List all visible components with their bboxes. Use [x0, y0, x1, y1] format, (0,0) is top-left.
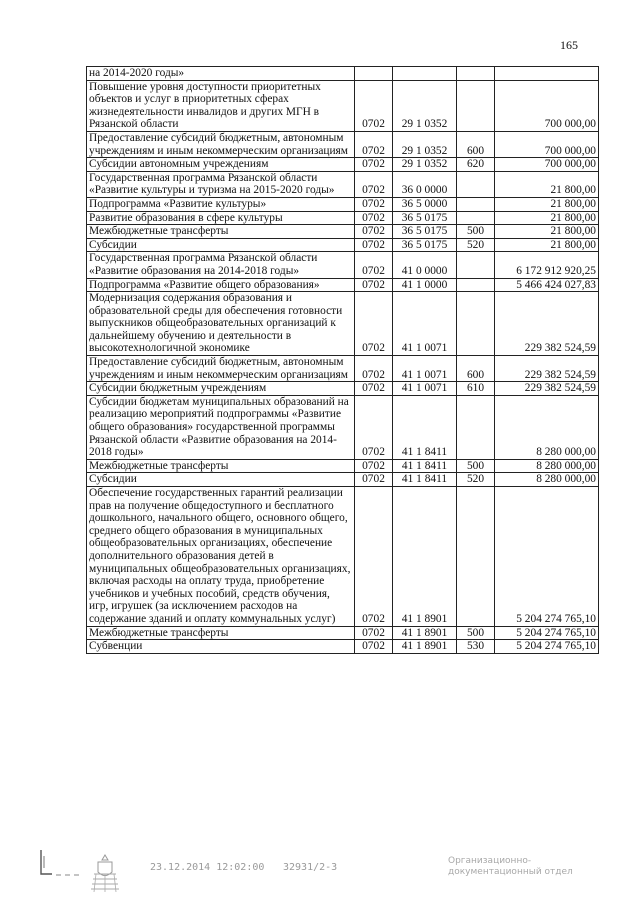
row-expense-type: 600	[457, 131, 495, 157]
row-section-code: 0702	[355, 382, 393, 396]
table-row	[87, 80, 599, 131]
row-expense-type: 520	[457, 473, 495, 487]
row-target-article: 41 1 8411	[393, 395, 457, 459]
row-name: Модернизация содержания образования и образовательной среды для обеспечения готовности выпускников общеобразовательных организаций к дальнейшему обучению и деятельности в высокотехнологичной экономике	[87, 292, 355, 356]
row-section-code: 0702	[355, 473, 393, 487]
row-expense-type: 620	[457, 158, 495, 172]
row-amount: 8 280 000,00	[495, 473, 599, 487]
row-target-article: 41 1 8411	[393, 459, 457, 473]
row-name: Межбюджетные трансферты	[87, 225, 355, 239]
stamp-date: 23.12.2014 12:02:00	[150, 862, 265, 873]
table-row	[87, 211, 599, 225]
row-name: Предоставление субсидий бюджетным, автономным учреждениям и иным некоммерческим организациям	[87, 356, 355, 382]
row-expense-type	[457, 487, 495, 627]
row-expense-type	[457, 292, 495, 356]
row-amount: 229 382 524,59	[495, 292, 599, 356]
row-name: Субвенции	[87, 640, 355, 654]
row-name: Субсидии автономным учреждениям	[87, 158, 355, 172]
table-row	[87, 158, 599, 172]
table-row	[87, 67, 599, 81]
row-name: Подпрограмма «Развитие общего образования»	[87, 278, 355, 292]
row-name: Государственная программа Рязанской области «Развитие образования на 2014-2018 годы»	[87, 252, 355, 278]
row-expense-type	[457, 80, 495, 131]
row-target-article: 41 1 0071	[393, 292, 457, 356]
row-amount: 5 204 274 765,10	[495, 640, 599, 654]
row-expense-type: 520	[457, 238, 495, 252]
table-row	[87, 487, 599, 627]
table-row	[87, 252, 599, 278]
row-amount: 21 800,00	[495, 225, 599, 239]
margin-mark-icon	[36, 848, 56, 888]
table-row	[87, 171, 599, 197]
row-amount: 700 000,00	[495, 131, 599, 157]
row-expense-type: 500	[457, 225, 495, 239]
row-section-code: 0702	[355, 197, 393, 211]
row-target-article: 41 0 0000	[393, 252, 457, 278]
table-row	[87, 626, 599, 640]
row-amount	[495, 67, 599, 81]
row-expense-type	[457, 171, 495, 197]
row-name: Субсидии бюджетам муниципальных образований на реализацию мероприятий подпрограммы «Развитие общего образования» государственной программы Рязанской области «Развитие образования на 2014-2018 годы»	[87, 395, 355, 459]
row-expense-type: 530	[457, 640, 495, 654]
row-amount: 21 800,00	[495, 171, 599, 197]
table-row	[87, 225, 599, 239]
row-amount: 6 172 912 920,25	[495, 252, 599, 278]
row-target-article: 41 1 0000	[393, 278, 457, 292]
row-target-article: 41 1 0071	[393, 382, 457, 396]
row-section-code: 0702	[355, 278, 393, 292]
row-target-article	[393, 67, 457, 81]
table-row	[87, 640, 599, 654]
row-name: Субсидии	[87, 473, 355, 487]
footer	[0, 848, 640, 905]
row-name: Обеспечение государственных гарантий реализации прав на получение общедоступного и бесплатного дошкольного, начального общего, основного общего, среднего общего образования в муниципальных общеобразовательных организациях, обеспечение дополнительного образования детей в муниципальных общеобразовательных организациях, включая расходы на оплату труда, приобретение учебников и учебных пособий, средств обучения, игр, игрушек (за исключением расходов на содержание зданий и оплату коммунальных услуг)	[87, 487, 355, 627]
row-amount: 229 382 524,59	[495, 382, 599, 396]
row-target-article: 36 5 0175	[393, 238, 457, 252]
table-row	[87, 197, 599, 211]
row-section-code: 0702	[355, 395, 393, 459]
row-expense-type: 500	[457, 626, 495, 640]
row-section-code: 0702	[355, 211, 393, 225]
row-name: Государственная программа Рязанской области «Развитие культуры и туризма на 2015-2020 годы»	[87, 171, 355, 197]
row-target-article: 41 1 8901	[393, 640, 457, 654]
row-expense-type: 610	[457, 382, 495, 396]
row-expense-type	[457, 252, 495, 278]
budget-table	[86, 66, 599, 654]
row-expense-type	[457, 278, 495, 292]
row-name: Повышение уровня доступности приоритетных объектов и услуг в приоритетных сферах жизнедеятельности инвалидов и других МГН в Рязанской области	[87, 80, 355, 131]
table-row	[87, 459, 599, 473]
row-target-article: 36 5 0175	[393, 211, 457, 225]
row-amount: 8 280 000,00	[495, 395, 599, 459]
table-row	[87, 131, 599, 157]
row-section-code: 0702	[355, 131, 393, 157]
coat-of-arms-logo-icon	[88, 852, 122, 896]
row-amount: 700 000,00	[495, 80, 599, 131]
row-section-code: 0702	[355, 626, 393, 640]
row-amount: 21 800,00	[495, 211, 599, 225]
table-row	[87, 356, 599, 382]
row-section-code: 0702	[355, 225, 393, 239]
row-name: Субсидии бюджетным учреждениям	[87, 382, 355, 396]
row-section-code: 0702	[355, 356, 393, 382]
row-name: Подпрограмма «Развитие культуры»	[87, 197, 355, 211]
row-section-code: 0702	[355, 292, 393, 356]
table-row	[87, 382, 599, 396]
row-target-article: 41 1 0071	[393, 356, 457, 382]
row-name: Субсидии	[87, 238, 355, 252]
row-section-code: 0702	[355, 640, 393, 654]
row-section-code: 0702	[355, 158, 393, 172]
row-section-code: 0702	[355, 487, 393, 627]
row-amount: 21 800,00	[495, 197, 599, 211]
table-row	[87, 278, 599, 292]
budget-table-body	[87, 67, 599, 654]
row-section-code: 0702	[355, 238, 393, 252]
row-target-article: 29 1 0352	[393, 131, 457, 157]
row-target-article: 36 5 0000	[393, 197, 457, 211]
org-department	[448, 856, 573, 878]
row-target-article: 41 1 8901	[393, 626, 457, 640]
table-row	[87, 473, 599, 487]
row-section-code	[355, 67, 393, 81]
org-line-2: документационный отдел	[448, 867, 573, 877]
row-target-article: 41 1 8411	[393, 473, 457, 487]
row-expense-type	[457, 197, 495, 211]
row-target-article: 29 1 0352	[393, 158, 457, 172]
row-amount: 5 204 274 765,10	[495, 487, 599, 627]
table-row	[87, 292, 599, 356]
row-section-code: 0702	[355, 80, 393, 131]
row-expense-type	[457, 211, 495, 225]
row-amount: 8 280 000,00	[495, 459, 599, 473]
table-row	[87, 238, 599, 252]
row-name: Предоставление субсидий бюджетным, автономным учреждениям и иным некоммерческим организациям	[87, 131, 355, 157]
row-amount: 5 204 274 765,10	[495, 626, 599, 640]
row-name: Развитие образования в сфере культуры	[87, 211, 355, 225]
org-line-1: Организационно-	[448, 856, 532, 866]
row-name: Межбюджетные трансферты	[87, 626, 355, 640]
row-expense-type	[457, 67, 495, 81]
row-target-article: 36 0 0000	[393, 171, 457, 197]
row-name: Межбюджетные трансферты	[87, 459, 355, 473]
table-row	[87, 395, 599, 459]
row-amount: 5 466 424 027,83	[495, 278, 599, 292]
row-expense-type	[457, 395, 495, 459]
row-expense-type: 500	[457, 459, 495, 473]
row-name: на 2014-2020 годы»	[87, 67, 355, 81]
row-amount: 21 800,00	[495, 238, 599, 252]
stamp-code: 32931/2-3	[283, 862, 338, 873]
row-section-code: 0702	[355, 459, 393, 473]
scan-dashes-icon	[56, 872, 80, 878]
row-target-article: 29 1 0352	[393, 80, 457, 131]
row-section-code: 0702	[355, 171, 393, 197]
row-amount: 700 000,00	[495, 158, 599, 172]
row-target-article: 36 5 0175	[393, 225, 457, 239]
row-expense-type: 600	[457, 356, 495, 382]
page-number: 165	[560, 38, 578, 52]
row-section-code: 0702	[355, 252, 393, 278]
row-target-article: 41 1 8901	[393, 487, 457, 627]
row-amount: 229 382 524,59	[495, 356, 599, 382]
